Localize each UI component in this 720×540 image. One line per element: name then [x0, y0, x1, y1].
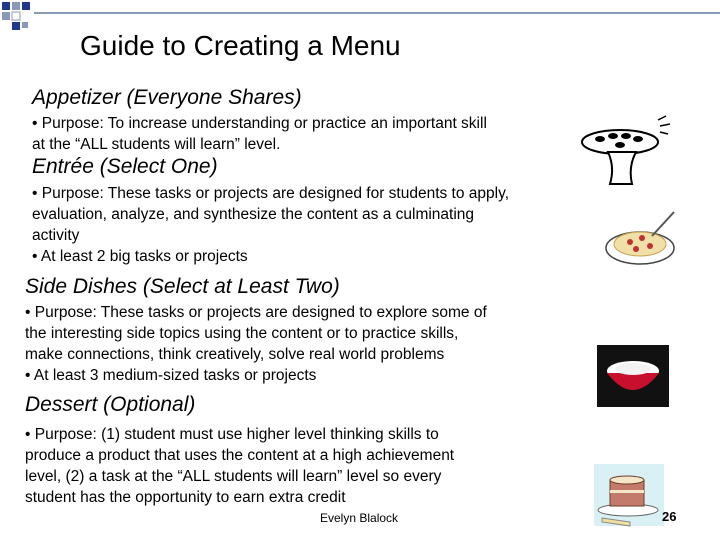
body-line: • Purpose: These tasks or projects are designed for students to apply,: [32, 185, 510, 202]
body-line: • Purpose: To increase understanding or practice an important skill: [32, 115, 487, 132]
side-dishes-body: [25, 302, 487, 386]
body-line: at the “ALL students will learn” level.: [32, 136, 281, 153]
body-line: • Purpose: These tasks or projects are designed to explore some of: [25, 304, 487, 321]
body-line: make connections, think creatively, solve real world problems: [25, 346, 445, 363]
appetizer-heading: Appetizer (Everyone Shares): [32, 86, 302, 109]
entree-body: [32, 183, 509, 267]
spaghetti-plate-icon: [602, 208, 687, 268]
dessert-body: [25, 424, 454, 508]
slide-title: Guide to Creating a Menu: [80, 30, 401, 61]
body-line: level, (2) a task at the “ALL students will learn” level so every: [25, 468, 442, 485]
page-number: 26: [662, 509, 677, 524]
serving-tray-icon: [580, 112, 675, 187]
body-line: • At least 2 big tasks or projects: [32, 248, 248, 265]
body-line: evaluation, analyze, and synthesize the content as a culminating: [32, 206, 475, 223]
body-line: the interesting side topics using the content or to practice skills,: [25, 325, 459, 342]
appetizer-body: [32, 113, 487, 155]
cake-icon: [590, 462, 668, 528]
header-rule: [34, 12, 720, 14]
footer-author: Evelyn Blalock: [320, 511, 399, 525]
side-dishes-heading: Side Dishes (Select at Least Two): [25, 275, 340, 298]
body-line: activity: [32, 227, 80, 244]
corner-decoration: [0, 0, 80, 40]
entree-heading: Entrée (Select One): [32, 155, 218, 178]
dessert-heading: Dessert (Optional): [25, 393, 196, 416]
body-line: produce a product that uses the content at a high achievement: [25, 447, 455, 464]
bowl-icon: [597, 345, 669, 407]
body-line: student has the opportunity to earn extra credit: [25, 489, 346, 506]
body-line: • Purpose: (1) student must use higher level thinking skills to: [25, 426, 439, 443]
body-line: • At least 3 medium-sized tasks or projects: [25, 367, 317, 384]
